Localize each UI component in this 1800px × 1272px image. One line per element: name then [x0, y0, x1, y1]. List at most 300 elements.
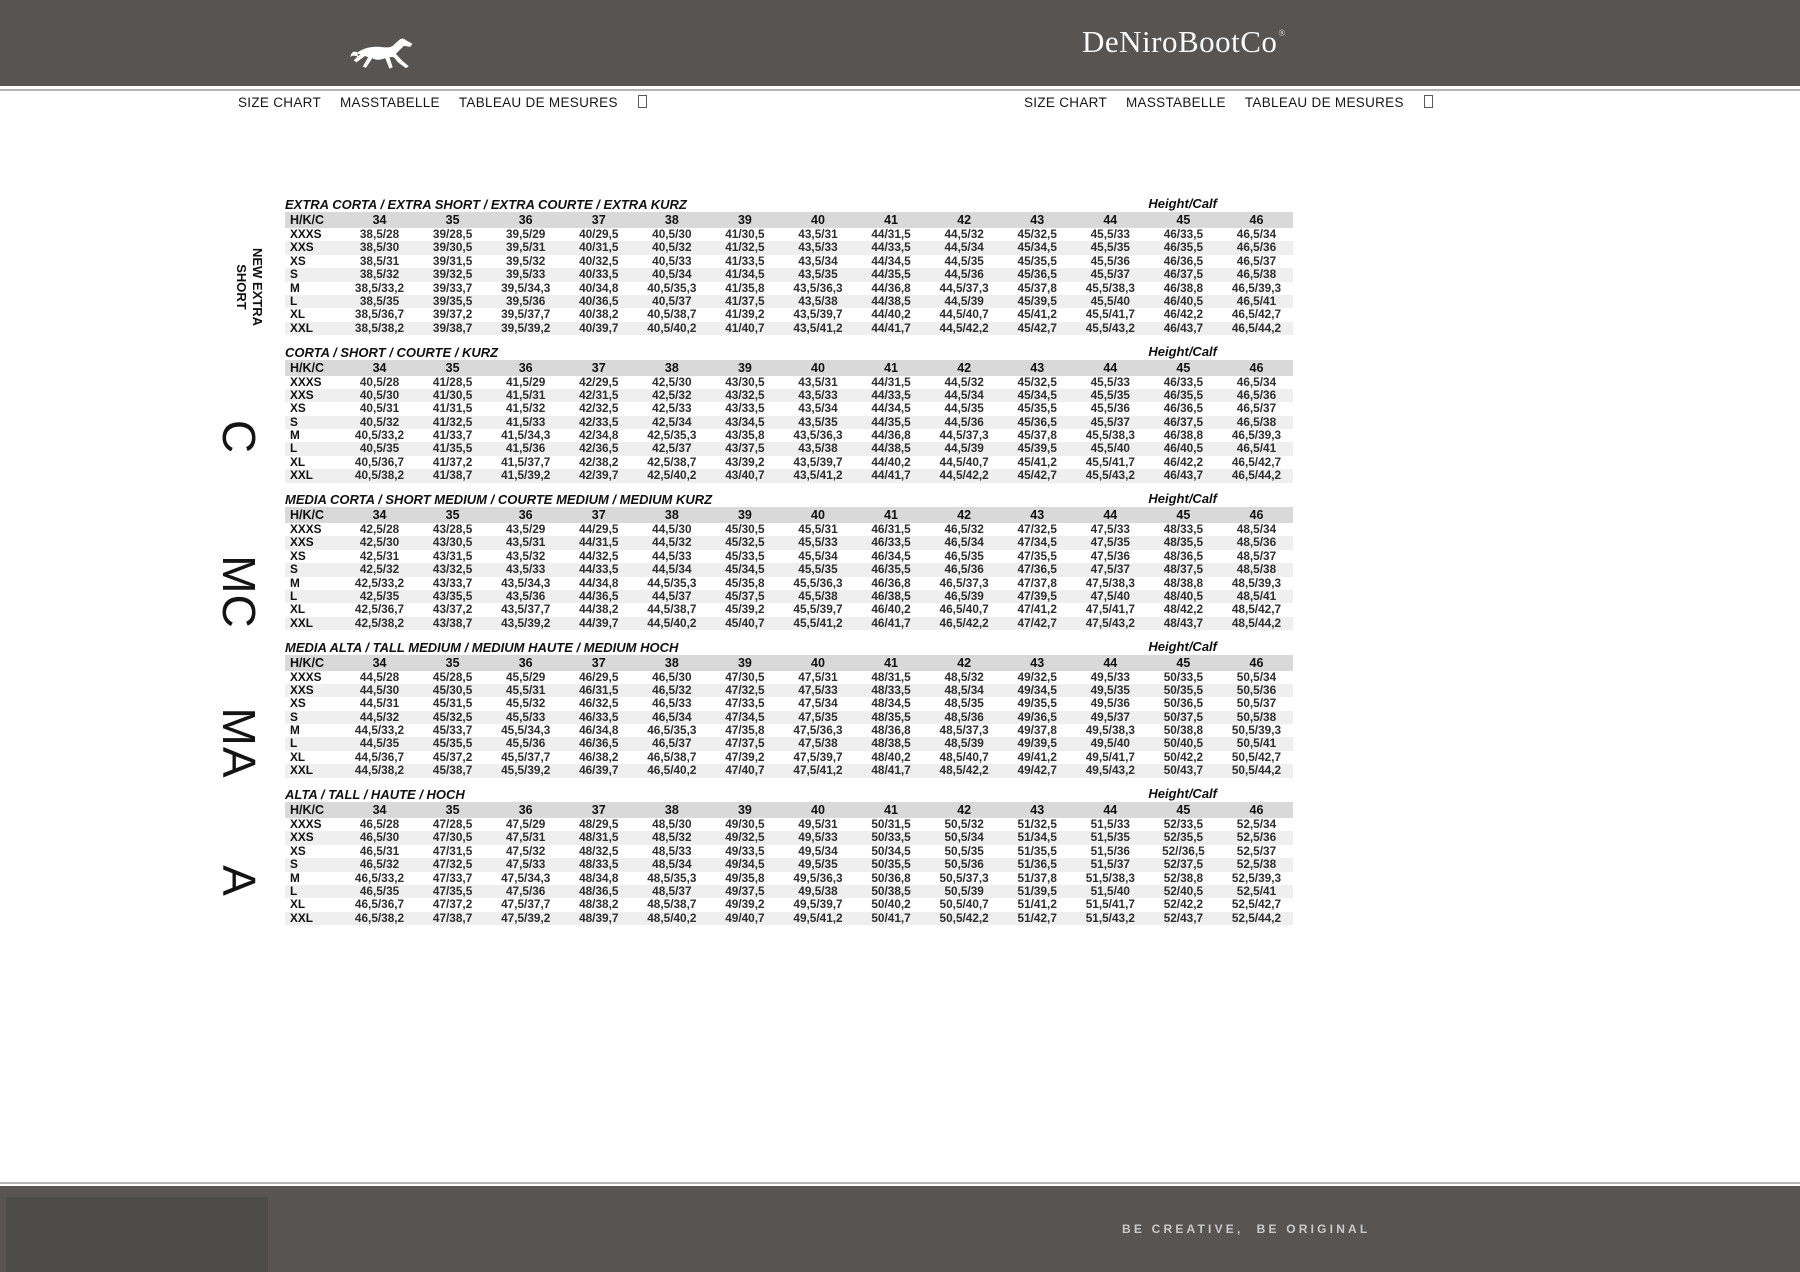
- size-cell: 44,5/35,3: [647, 575, 697, 590]
- size-cell: 42,5/38,2: [354, 615, 405, 630]
- size-cell: 45,5/33: [505, 709, 546, 724]
- size-cell: 43,5/36,3: [793, 428, 843, 443]
- size-cell: 46/31,5: [579, 682, 619, 697]
- size-cell: 45/38,7: [432, 763, 473, 778]
- size-cell: 42,5/28: [359, 522, 400, 536]
- size-table-extra-corta: [285, 196, 1293, 335]
- size-cell: 43,5/39,7: [793, 307, 843, 322]
- size-cell: 42,5/37: [652, 441, 692, 456]
- size-cell: 44,5/34: [944, 240, 984, 255]
- size-cell: 49,5/39,7: [793, 897, 843, 912]
- size-cell: 48/42,2: [1163, 602, 1204, 617]
- size-cell: 49,5/41,7: [1085, 749, 1135, 764]
- size-cell: 50/40,5: [1163, 736, 1204, 751]
- table-header-row: [285, 360, 1293, 376]
- size-cell: 48/36,5: [579, 883, 619, 898]
- size-cell: 45/30,5: [725, 522, 765, 536]
- top-bar: [0, 0, 1800, 86]
- size-cell: 44/34,5: [871, 401, 911, 416]
- table-side-label-new-extra-short: [233, 242, 265, 332]
- size-cell: 47,5/34: [798, 696, 838, 711]
- size-cell: 48/34,8: [579, 870, 619, 885]
- column-header-size-34: 34: [372, 803, 387, 817]
- column-header-size-38: 38: [664, 360, 679, 375]
- size-cell: 39/30,5: [432, 240, 473, 255]
- height-calf-label: Height/Calf: [1148, 196, 1217, 211]
- table-side-label-a: A: [213, 865, 265, 897]
- size-cell: 49/30,5: [725, 817, 765, 831]
- size-cell: 38,5/35: [359, 293, 400, 308]
- size-cell: 48,5/41: [1236, 588, 1277, 603]
- row-label: XS: [290, 696, 306, 711]
- height-calf-label: Height/Calf: [1148, 786, 1217, 801]
- size-cell: 48,5/34: [652, 857, 692, 872]
- size-cell: 45/33,5: [725, 548, 765, 563]
- size-cell: 48/31,5: [871, 669, 911, 684]
- row-label: S: [290, 267, 298, 282]
- size-cell: 47,5/34,3: [501, 870, 551, 885]
- size-cell: 48/31,5: [579, 830, 619, 845]
- size-cell: 44/33,5: [579, 562, 619, 577]
- size-cell: 51,5/41,7: [1085, 897, 1135, 912]
- column-header-size-41: 41: [884, 508, 899, 522]
- size-cell: 43/37,5: [725, 441, 765, 456]
- size-cell: 45,5/40: [1090, 441, 1130, 456]
- size-cell: 47/33,5: [725, 696, 765, 711]
- size-cell: 50,5/34: [944, 830, 984, 845]
- table-row-s: [285, 711, 1293, 724]
- row-label: XXL: [290, 910, 313, 925]
- size-cell: 44,5/37: [652, 588, 692, 603]
- size-cell: 48,5/34: [944, 682, 984, 697]
- size-cell: 52/40,5: [1163, 883, 1204, 898]
- size-cell: 45,5/34: [798, 548, 838, 563]
- size-cell: 46,5/32: [944, 522, 984, 536]
- size-cell: 50,5/37,3: [939, 870, 989, 885]
- size-table-alta: [285, 786, 1293, 925]
- table-titlebar: [285, 639, 1293, 655]
- table-row-m: [285, 577, 1293, 590]
- size-cell: 43/40,7: [725, 468, 765, 483]
- size-cell: 45/37,2: [432, 749, 473, 764]
- size-cell: 50/36,5: [1163, 696, 1204, 711]
- size-cell: 51/39,5: [1017, 883, 1057, 898]
- table-row-m: [285, 872, 1293, 885]
- size-cell: 43/32,5: [432, 562, 473, 577]
- table-row-xxl: [285, 322, 1293, 335]
- row-label: M: [290, 575, 300, 590]
- size-cell: 44,5/32: [944, 374, 984, 389]
- table-row-xxs: [285, 536, 1293, 549]
- column-header-size-36: 36: [518, 360, 533, 375]
- size-cell: 45/36,5: [1017, 267, 1057, 282]
- size-cell: 38,5/32: [359, 267, 400, 282]
- size-cell: 46/40,2: [871, 602, 911, 617]
- size-cell: 48/32,5: [579, 843, 619, 858]
- size-cell: 45/35,8: [725, 575, 765, 590]
- size-cell: 49/42,7: [1017, 763, 1057, 778]
- column-header-size-39: 39: [737, 360, 752, 375]
- size-cell: 44/31,5: [871, 227, 911, 241]
- size-cell: 41,5/32: [505, 401, 546, 416]
- size-cell: 44,5/33,2: [354, 723, 405, 738]
- size-cell: 39/37,2: [432, 307, 473, 322]
- size-cell: 45/35,5: [1017, 253, 1057, 268]
- size-cell: 46/29,5: [579, 669, 619, 684]
- size-cell: 48,5/34: [1236, 522, 1277, 536]
- size-cell: 46,5/34: [652, 709, 692, 724]
- size-cell: 44,5/32: [359, 709, 400, 724]
- size-cell: 45,5/38,3: [1085, 280, 1135, 295]
- size-cell: 45/32,5: [1017, 374, 1057, 389]
- row-label: L: [290, 588, 298, 603]
- nav-item-size-chart[interactable]: SIZE CHART: [1024, 95, 1108, 110]
- footer-tagline: BE CREATIVE, BE ORIGINAL: [1122, 1222, 1371, 1236]
- row-label: XXS: [290, 535, 314, 550]
- row-label: M: [290, 870, 300, 885]
- size-cell: 46,5/40,7: [939, 602, 989, 617]
- size-cell: 46,5/38,7: [647, 749, 697, 764]
- size-cell: 48,5/37: [652, 883, 692, 898]
- table-title: ALTA / TALL / HAUTE / HOCH: [285, 787, 465, 802]
- size-cell: 45/32,5: [1017, 227, 1057, 241]
- size-cell: 49,5/33: [1090, 669, 1130, 684]
- size-cell: 45,5/33: [1090, 374, 1130, 389]
- size-cell: 46,5/36: [1236, 240, 1277, 255]
- size-cell: 47,5/29: [505, 817, 546, 831]
- size-cell: 44/40,2: [871, 307, 911, 322]
- size-cell: 45,5/36: [1090, 253, 1130, 268]
- size-cell: 42,5/30: [652, 374, 692, 389]
- size-cell: 47,5/43,2: [1085, 615, 1135, 630]
- size-cell: 48/40,5: [1163, 588, 1204, 603]
- column-header-size-35: 35: [445, 508, 460, 522]
- size-cell: 44,5/39: [944, 293, 984, 308]
- size-cell: 45,5/33: [1090, 227, 1130, 241]
- column-header-size-46: 46: [1249, 655, 1264, 670]
- size-cell: 50/34,5: [871, 843, 911, 858]
- size-cell: 49/40,7: [725, 910, 765, 925]
- size-cell: 46,5/34: [1236, 374, 1277, 389]
- size-cell: 47,5/39,2: [501, 910, 551, 925]
- table-row-xxl: [285, 764, 1293, 777]
- size-cell: 45,5/36: [505, 736, 546, 751]
- size-cell: 49,5/36,3: [793, 870, 843, 885]
- size-cell: 46,5/42,2: [939, 615, 989, 630]
- size-cell: 50/37,5: [1163, 709, 1204, 724]
- size-cell: 40/33,5: [579, 267, 619, 282]
- corner-header: H/K/C: [290, 360, 325, 375]
- corner-header: H/K/C: [290, 508, 325, 522]
- table-row-s: [285, 858, 1293, 871]
- size-cell: 39/38,7: [432, 320, 473, 335]
- size-cell: 48,5/35,3: [647, 870, 697, 885]
- size-cell: 44/41,7: [871, 468, 911, 483]
- size-cell: 40,5/38,7: [647, 307, 697, 322]
- height-calf-label: Height/Calf: [1148, 491, 1217, 506]
- table-row-xl: [285, 308, 1293, 321]
- size-cell: 46,5/38,2: [354, 910, 405, 925]
- size-cell: 43,5/39,2: [501, 615, 551, 630]
- size-cell: 45/41,2: [1017, 307, 1057, 322]
- size-cell: 46/33,5: [871, 535, 911, 550]
- column-header-size-46: 46: [1249, 360, 1264, 375]
- size-cell: 49,5/38,3: [1085, 723, 1135, 738]
- size-cell: 41/30,5: [725, 227, 765, 241]
- table-header-row: [285, 507, 1293, 523]
- column-header-size-36: 36: [518, 213, 533, 227]
- size-cell: 47/39,2: [725, 749, 765, 764]
- size-cell: 41,5/33: [505, 414, 546, 429]
- size-cell: 46,5/37: [1236, 401, 1277, 416]
- size-cell: 47,5/31: [798, 669, 838, 684]
- size-cell: 41/35,8: [725, 280, 765, 295]
- row-label: XL: [290, 454, 306, 469]
- size-cell: 45/35,5: [1017, 401, 1057, 416]
- table-row-xxxs: [285, 523, 1293, 536]
- size-cell: 44,5/40,7: [939, 454, 989, 469]
- size-cell: 45/39,2: [725, 602, 765, 617]
- column-header-size-40: 40: [811, 655, 825, 670]
- size-cell: 46/39,7: [579, 763, 619, 778]
- size-cell: 41,5/37,7: [501, 454, 551, 469]
- table-row-xxxs: [285, 376, 1293, 389]
- size-cell: 48,5/38,7: [647, 897, 697, 912]
- size-cell: 51,5/33: [1090, 817, 1130, 831]
- size-cell: 45/39,5: [1017, 293, 1057, 308]
- size-cell: 48,5/38: [1236, 562, 1277, 577]
- size-cell: 45,5/41,2: [793, 615, 843, 630]
- size-cell: 46,5/37: [652, 736, 692, 751]
- nav-item-tableau-de-mesures[interactable]: TABLEAU DE MESURES: [1244, 95, 1404, 110]
- size-cell: 49/36,5: [1017, 709, 1057, 724]
- size-cell: 46,5/39,3: [1231, 280, 1282, 295]
- table-row-xxxs: [285, 818, 1293, 831]
- column-header-size-45: 45: [1176, 360, 1191, 375]
- size-cell: 47,5/37,7: [501, 897, 551, 912]
- size-cell: 47/40,7: [725, 763, 765, 778]
- size-cell: 46/32,5: [579, 696, 619, 711]
- size-cell: 44/29,5: [579, 522, 619, 536]
- nav-item-size-chart[interactable]: SIZE CHART: [238, 95, 322, 110]
- size-cell: 46/35,5: [871, 562, 911, 577]
- row-label: XL: [290, 749, 306, 764]
- size-cell: 46,5/36: [1236, 387, 1277, 402]
- size-cell: 47,5/32: [505, 843, 546, 858]
- size-cell: 46/36,5: [1163, 253, 1204, 268]
- table-row-s: [285, 416, 1293, 429]
- table-row-l: [285, 590, 1293, 603]
- size-cell: 44/38,5: [871, 441, 911, 456]
- table-row-l: [285, 295, 1293, 308]
- column-header-size-45: 45: [1176, 803, 1191, 817]
- size-cell: 46,5/41: [1236, 441, 1277, 456]
- size-cell: 43,5/38: [798, 441, 838, 456]
- size-cell: 51/32,5: [1017, 817, 1057, 831]
- size-cell: 46,5/42,7: [1231, 307, 1282, 322]
- size-cell: 43/28,5: [432, 522, 473, 536]
- column-header-size-37: 37: [591, 360, 606, 375]
- column-header-size-38: 38: [664, 803, 679, 817]
- size-cell: 50,5/40,7: [939, 897, 989, 912]
- column-header-size-41: 41: [884, 655, 899, 670]
- size-cell: 52,5/42,7: [1231, 897, 1282, 912]
- size-cell: 48,5/32: [944, 669, 984, 684]
- size-cell: 40,5/38,2: [354, 468, 405, 483]
- size-cell: 41,5/36: [505, 441, 546, 456]
- size-cell: 42,5/38,7: [647, 454, 697, 469]
- size-cell: 44/41,7: [871, 320, 911, 335]
- row-label: XL: [290, 897, 306, 912]
- size-cell: 49,5/35: [1090, 682, 1130, 697]
- column-header-size-40: 40: [811, 508, 825, 522]
- size-cell: 49/37,8: [1017, 723, 1057, 738]
- size-cell: 45,5/40: [1090, 293, 1130, 308]
- size-cell: 45,5/29: [505, 669, 546, 684]
- size-cell: 48/34,5: [871, 696, 911, 711]
- column-header-size-44: 44: [1103, 508, 1118, 522]
- size-cell: 40,5/35: [359, 441, 400, 456]
- size-cell: 44,5/42,2: [939, 468, 989, 483]
- size-cell: 44,5/35: [944, 253, 984, 268]
- size-cell: 46/34,8: [579, 723, 619, 738]
- size-cell: 38,5/38,2: [354, 320, 405, 335]
- size-cell: 46,5/40,2: [647, 763, 697, 778]
- size-cell: 47,5/33: [1090, 522, 1130, 536]
- size-cell: 48,5/44,2: [1231, 615, 1282, 630]
- size-cell: 47/35,5: [432, 883, 473, 898]
- size-cell: 48/37,5: [1163, 562, 1204, 577]
- size-cell: 38,5/36,7: [354, 307, 405, 322]
- size-cell: 45,5/35: [1090, 387, 1130, 402]
- size-cell: 42/33,5: [579, 414, 619, 429]
- size-cell: 43,5/38: [798, 293, 838, 308]
- height-calf-label: Height/Calf: [1148, 343, 1217, 359]
- size-cell: 46/35,5: [1163, 387, 1204, 402]
- size-cell: 46,5/36,7: [354, 897, 405, 912]
- size-cell: 39/28,5: [432, 227, 473, 241]
- size-cell: 46,5/30: [359, 830, 400, 845]
- table-side-label-c: C: [213, 419, 265, 455]
- table-header-row: [285, 212, 1293, 228]
- size-cell: 40/36,5: [579, 293, 619, 308]
- size-cell: 46/38,8: [1163, 428, 1204, 443]
- column-header-size-35: 35: [445, 655, 460, 670]
- size-cell: 45/34,5: [1017, 387, 1057, 402]
- size-cell: 47/32,5: [432, 857, 473, 872]
- column-header-size-34: 34: [372, 508, 387, 522]
- size-cell: 45/37,8: [1017, 428, 1057, 443]
- size-cell: 40/32,5: [579, 253, 619, 268]
- table-row-xxl: [285, 469, 1293, 482]
- size-cell: 47/38,7: [432, 910, 473, 925]
- size-cell: 43,5/36,3: [793, 280, 843, 295]
- table-side-label-mc: MC: [213, 555, 265, 629]
- size-cell: 40/34,8: [579, 280, 619, 295]
- column-header-size-37: 37: [591, 655, 606, 670]
- size-cell: 50,5/36: [1236, 682, 1277, 697]
- table-row-xs: [285, 845, 1293, 858]
- column-header-size-37: 37: [591, 213, 606, 227]
- size-cell: 46,5/32: [652, 682, 692, 697]
- size-cell: 51/37,8: [1017, 870, 1057, 885]
- table-row-xl: [285, 898, 1293, 911]
- size-cell: 46,5/33: [652, 696, 692, 711]
- size-cell: 44/32,5: [579, 548, 619, 563]
- size-cell: 46,5/30: [652, 669, 692, 684]
- table-row-s: [285, 563, 1293, 576]
- size-cell: 47,5/35: [798, 709, 838, 724]
- size-cell: 44,5/38,7: [647, 602, 697, 617]
- size-cell: 45,5/35: [798, 562, 838, 577]
- size-cell: 45/32,5: [432, 709, 473, 724]
- size-cell: 45,5/43,2: [1085, 320, 1135, 335]
- size-cell: 46/36,8: [871, 575, 911, 590]
- size-cell: 48/41,7: [871, 763, 911, 778]
- size-cell: 44/33,5: [871, 240, 911, 255]
- size-cell: 44,5/38,2: [354, 763, 405, 778]
- size-cell: 45/40,7: [725, 615, 765, 630]
- size-cell: 49/34,5: [1017, 682, 1057, 697]
- bottom-bar: [0, 1186, 1800, 1272]
- size-cell: 48,5/33: [652, 843, 692, 858]
- size-cell: 45,5/41,7: [1085, 454, 1135, 469]
- size-cell: 49/35,8: [725, 870, 765, 885]
- size-cell: 49,5/37: [1090, 709, 1130, 724]
- size-cell: 39,5/29: [505, 227, 546, 241]
- size-cell: 44,5/35: [359, 736, 400, 751]
- row-label: XXL: [290, 320, 313, 335]
- size-cell: 48,5/39: [944, 736, 984, 751]
- size-table-corta: [285, 344, 1293, 483]
- size-cell: 48/38,8: [1163, 575, 1204, 590]
- size-cell: 47,5/37: [1090, 562, 1130, 577]
- table-row-xs: [285, 697, 1293, 710]
- nav-item-masstabelle[interactable]: MASSTABELLE: [1126, 95, 1226, 110]
- size-cell: 50/38,8: [1163, 723, 1204, 738]
- size-cell: 48/38,2: [579, 897, 619, 912]
- column-header-size-45: 45: [1176, 213, 1191, 227]
- size-cell: 49,5/34: [798, 843, 838, 858]
- nav-item-masstabelle[interactable]: MASSTABELLE: [340, 95, 440, 110]
- size-cell: 45,5/31: [798, 522, 838, 536]
- size-cell: 42/34,8: [579, 428, 619, 443]
- size-cell: 47,5/36: [1090, 548, 1130, 563]
- column-header-size-42: 42: [957, 360, 972, 375]
- column-header-size-36: 36: [518, 803, 533, 817]
- size-cell: 45/36,5: [1017, 414, 1057, 429]
- table-row-xxl: [285, 912, 1293, 925]
- size-cell: 45,5/37: [1090, 267, 1130, 282]
- size-cell: 52/35,5: [1163, 830, 1204, 845]
- size-cell: 45/33,7: [432, 723, 473, 738]
- size-cell: 45/37,5: [725, 588, 765, 603]
- size-cell: 38,5/33,2: [354, 280, 405, 295]
- size-cell: 40,5/34: [652, 267, 692, 282]
- row-label: S: [290, 857, 298, 872]
- size-cell: 48/35,5: [871, 709, 911, 724]
- size-cell: 49/39,2: [725, 897, 765, 912]
- nav-item-tableau-de-mesures[interactable]: TABLEAU DE MESURES: [458, 95, 618, 110]
- size-cell: 43/35,8: [725, 428, 765, 443]
- table-row-xxs: [285, 684, 1293, 697]
- size-cell: 41/30,5: [432, 387, 473, 402]
- size-cell: 44,5/34: [652, 562, 692, 577]
- size-cell: 42/38,2: [579, 454, 619, 469]
- size-cell: 51/41,2: [1017, 897, 1057, 912]
- size-cell: 42/31,5: [579, 387, 619, 402]
- corner-header: H/K/C: [290, 803, 325, 817]
